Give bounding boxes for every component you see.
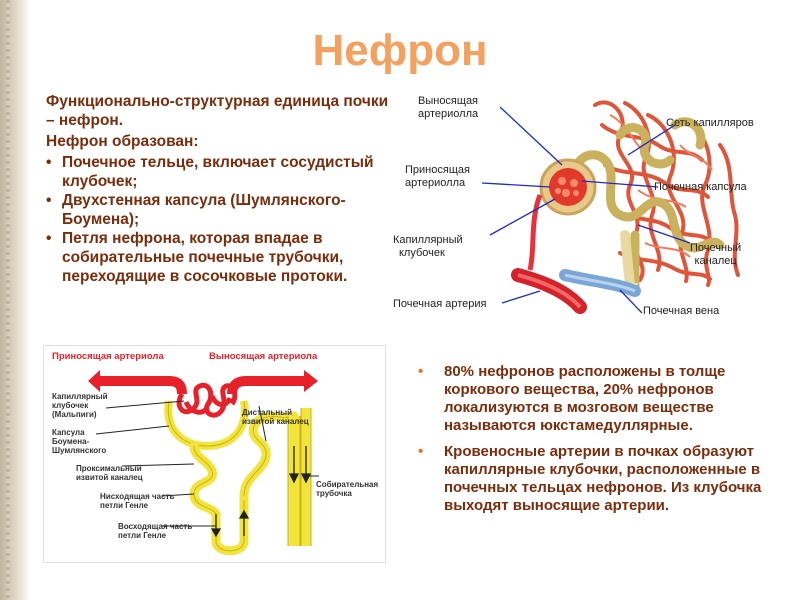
label-distal-tubule: Дистальный извитой каналец [242, 408, 309, 426]
label-renal-tubule: Почечный каналец [690, 242, 742, 267]
proximal-tubule [194, 446, 244, 551]
label-collecting-tube: Собирательная трубочка [316, 480, 379, 498]
label-renal-vein: Почечная вена [643, 305, 720, 317]
label-capillary-glomerulus: Капиллярный клубочек [393, 234, 463, 259]
facts-bullet-list [418, 363, 763, 515]
label-renal-capsule: Почечная капсула [654, 181, 747, 193]
intro-line-definition: Функционально-структурная единица почки – нефрон. [46, 93, 389, 129]
afferent-arrow [88, 370, 100, 392]
intro-text-block [46, 92, 391, 286]
label-afferent-arteriole: Приносящая артериолла [405, 164, 470, 189]
label-efferent-arteriole: Выносящая артериолла [418, 95, 479, 120]
intro-bullet-capsule: • Двухстенная капсула (Шумлянского-Боумена); [46, 191, 391, 229]
label-capillary-network: Сеть капилляров [666, 117, 754, 129]
intro-bullet-corpuscle: • Почечное тельце, включает сосудистый клубочек; [46, 153, 391, 191]
fact-nephron-distribution: • 80% нефронов расположены в толще коркового вещества, 20% нефронов локализуются в мозговом веществе называются юкстамедуллярные. [418, 363, 763, 435]
label-descending-loop: Нисходящая часть петли Генле [100, 492, 175, 510]
fact-glomerulus-arteries: • Кровеносные артерии в почках образуют капиллярные клубочки, расположенные в почечных тельцах нефронов. Из клубочка выходят выносящие артерии. [418, 443, 763, 515]
label-efferent-arteriole-schematic: Выносящая артериола [209, 351, 318, 362]
nephron-schematic-drawing [44, 346, 387, 564]
label-ascending-loop: Восходящая часть петли Генле [118, 522, 193, 540]
efferent-arrow [304, 370, 318, 392]
label-renal-artery: Почечная артерия [393, 298, 487, 310]
nephron-schematic [43, 345, 386, 563]
decorative-left-strip [0, 0, 30, 600]
slide-title: Нефрон [312, 26, 488, 75]
glomerulus-loops [179, 385, 235, 415]
nephron-illustration [390, 85, 780, 330]
intro-bullet-list [46, 153, 391, 286]
label-afferent-arteriole-schematic: Приносящая артериола [52, 351, 164, 362]
label-glomerulus-schematic: Капиллярный клубочек (Мальпиги) [52, 392, 108, 419]
intro-line-composition: Нефрон образован: [46, 133, 199, 150]
intro-bullet-loop: • Петля нефрона, которая впадае в собирательные почечные трубочки, переходящие в сосочковые протоки. [46, 229, 391, 286]
collecting-duct [625, 235, 630, 285]
distal-tubule [244, 416, 294, 496]
label-proximal-tubule: Проксимальный извитой каналец [76, 464, 143, 482]
facts-text-block [418, 363, 763, 523]
label-bowman-capsule-schematic: Капсула Боумена- Шумлянского [52, 428, 107, 455]
afferent-arteriole [530, 195, 540, 270]
